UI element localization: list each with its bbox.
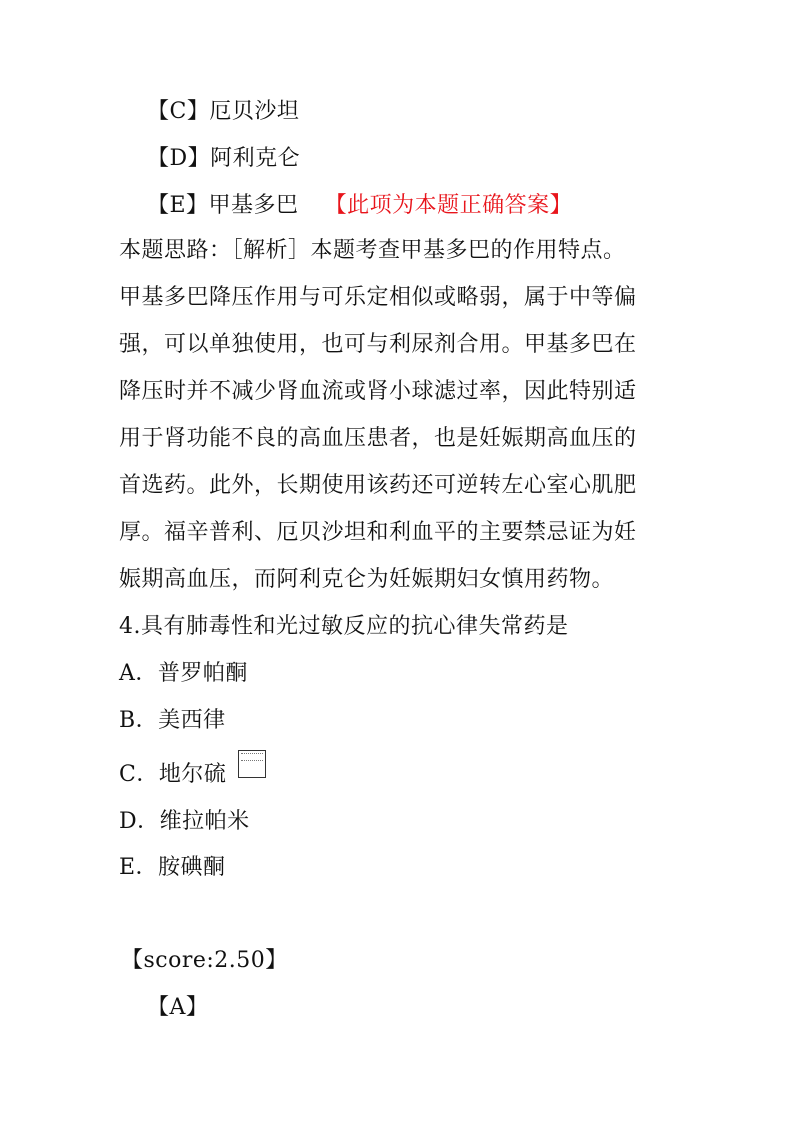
analysis-line-4: 降压时并不减少肾血流或肾小球滤过率，因此特别适 xyxy=(119,379,637,404)
analysis-line-5: 用于肾功能不良的高血压患者，也是妊娠期高血压的 xyxy=(119,426,637,451)
question-option-e: E．胺碘酮 xyxy=(119,855,226,880)
prev-option-c: 【C】厄贝沙坦 xyxy=(147,99,300,124)
prev-option-e xyxy=(147,191,572,221)
question-option-c-text: C．地尔硫 xyxy=(119,762,227,787)
question-option-a: A．普罗帕酮 xyxy=(119,661,248,686)
score-label: 【score:2.50】 xyxy=(121,948,288,973)
question-stem: 4.具有肺毒性和光过敏反应的抗心律失常药是 xyxy=(119,614,569,639)
prev-option-e-text: 【E】甲基多巴 xyxy=(147,193,299,218)
answer-label: 【A】 xyxy=(147,995,209,1020)
analysis-line-3: 强，可以单独使用，也可与利尿剂合用。甲基多巴在 xyxy=(119,332,637,357)
image-thumbnail-icon xyxy=(238,750,266,778)
question-option-c xyxy=(119,760,266,790)
analysis-line-1: 本题思路：［解析］本题考查甲基多巴的作用特点。 xyxy=(119,238,626,263)
question-option-d: D．维拉帕米 xyxy=(119,809,250,834)
prev-option-d: 【D】阿利克仑 xyxy=(147,146,301,171)
correct-answer-mark: 【此项为本题正确答案】 xyxy=(324,193,573,218)
question-option-b: B．美西律 xyxy=(119,708,226,733)
analysis-line-2: 甲基多巴降压作用与可乐定相似或略弱，属于中等偏 xyxy=(119,285,637,310)
analysis-line-7: 厚。福辛普利、厄贝沙坦和利血平的主要禁忌证为妊 xyxy=(119,520,637,545)
analysis-line-6: 首选药。此外，长期使用该药还可逆转左心室心肌肥 xyxy=(119,473,637,498)
analysis-line-8: 娠期高血压，而阿利克仑为妊娠期妇女慎用药物。 xyxy=(119,567,615,592)
